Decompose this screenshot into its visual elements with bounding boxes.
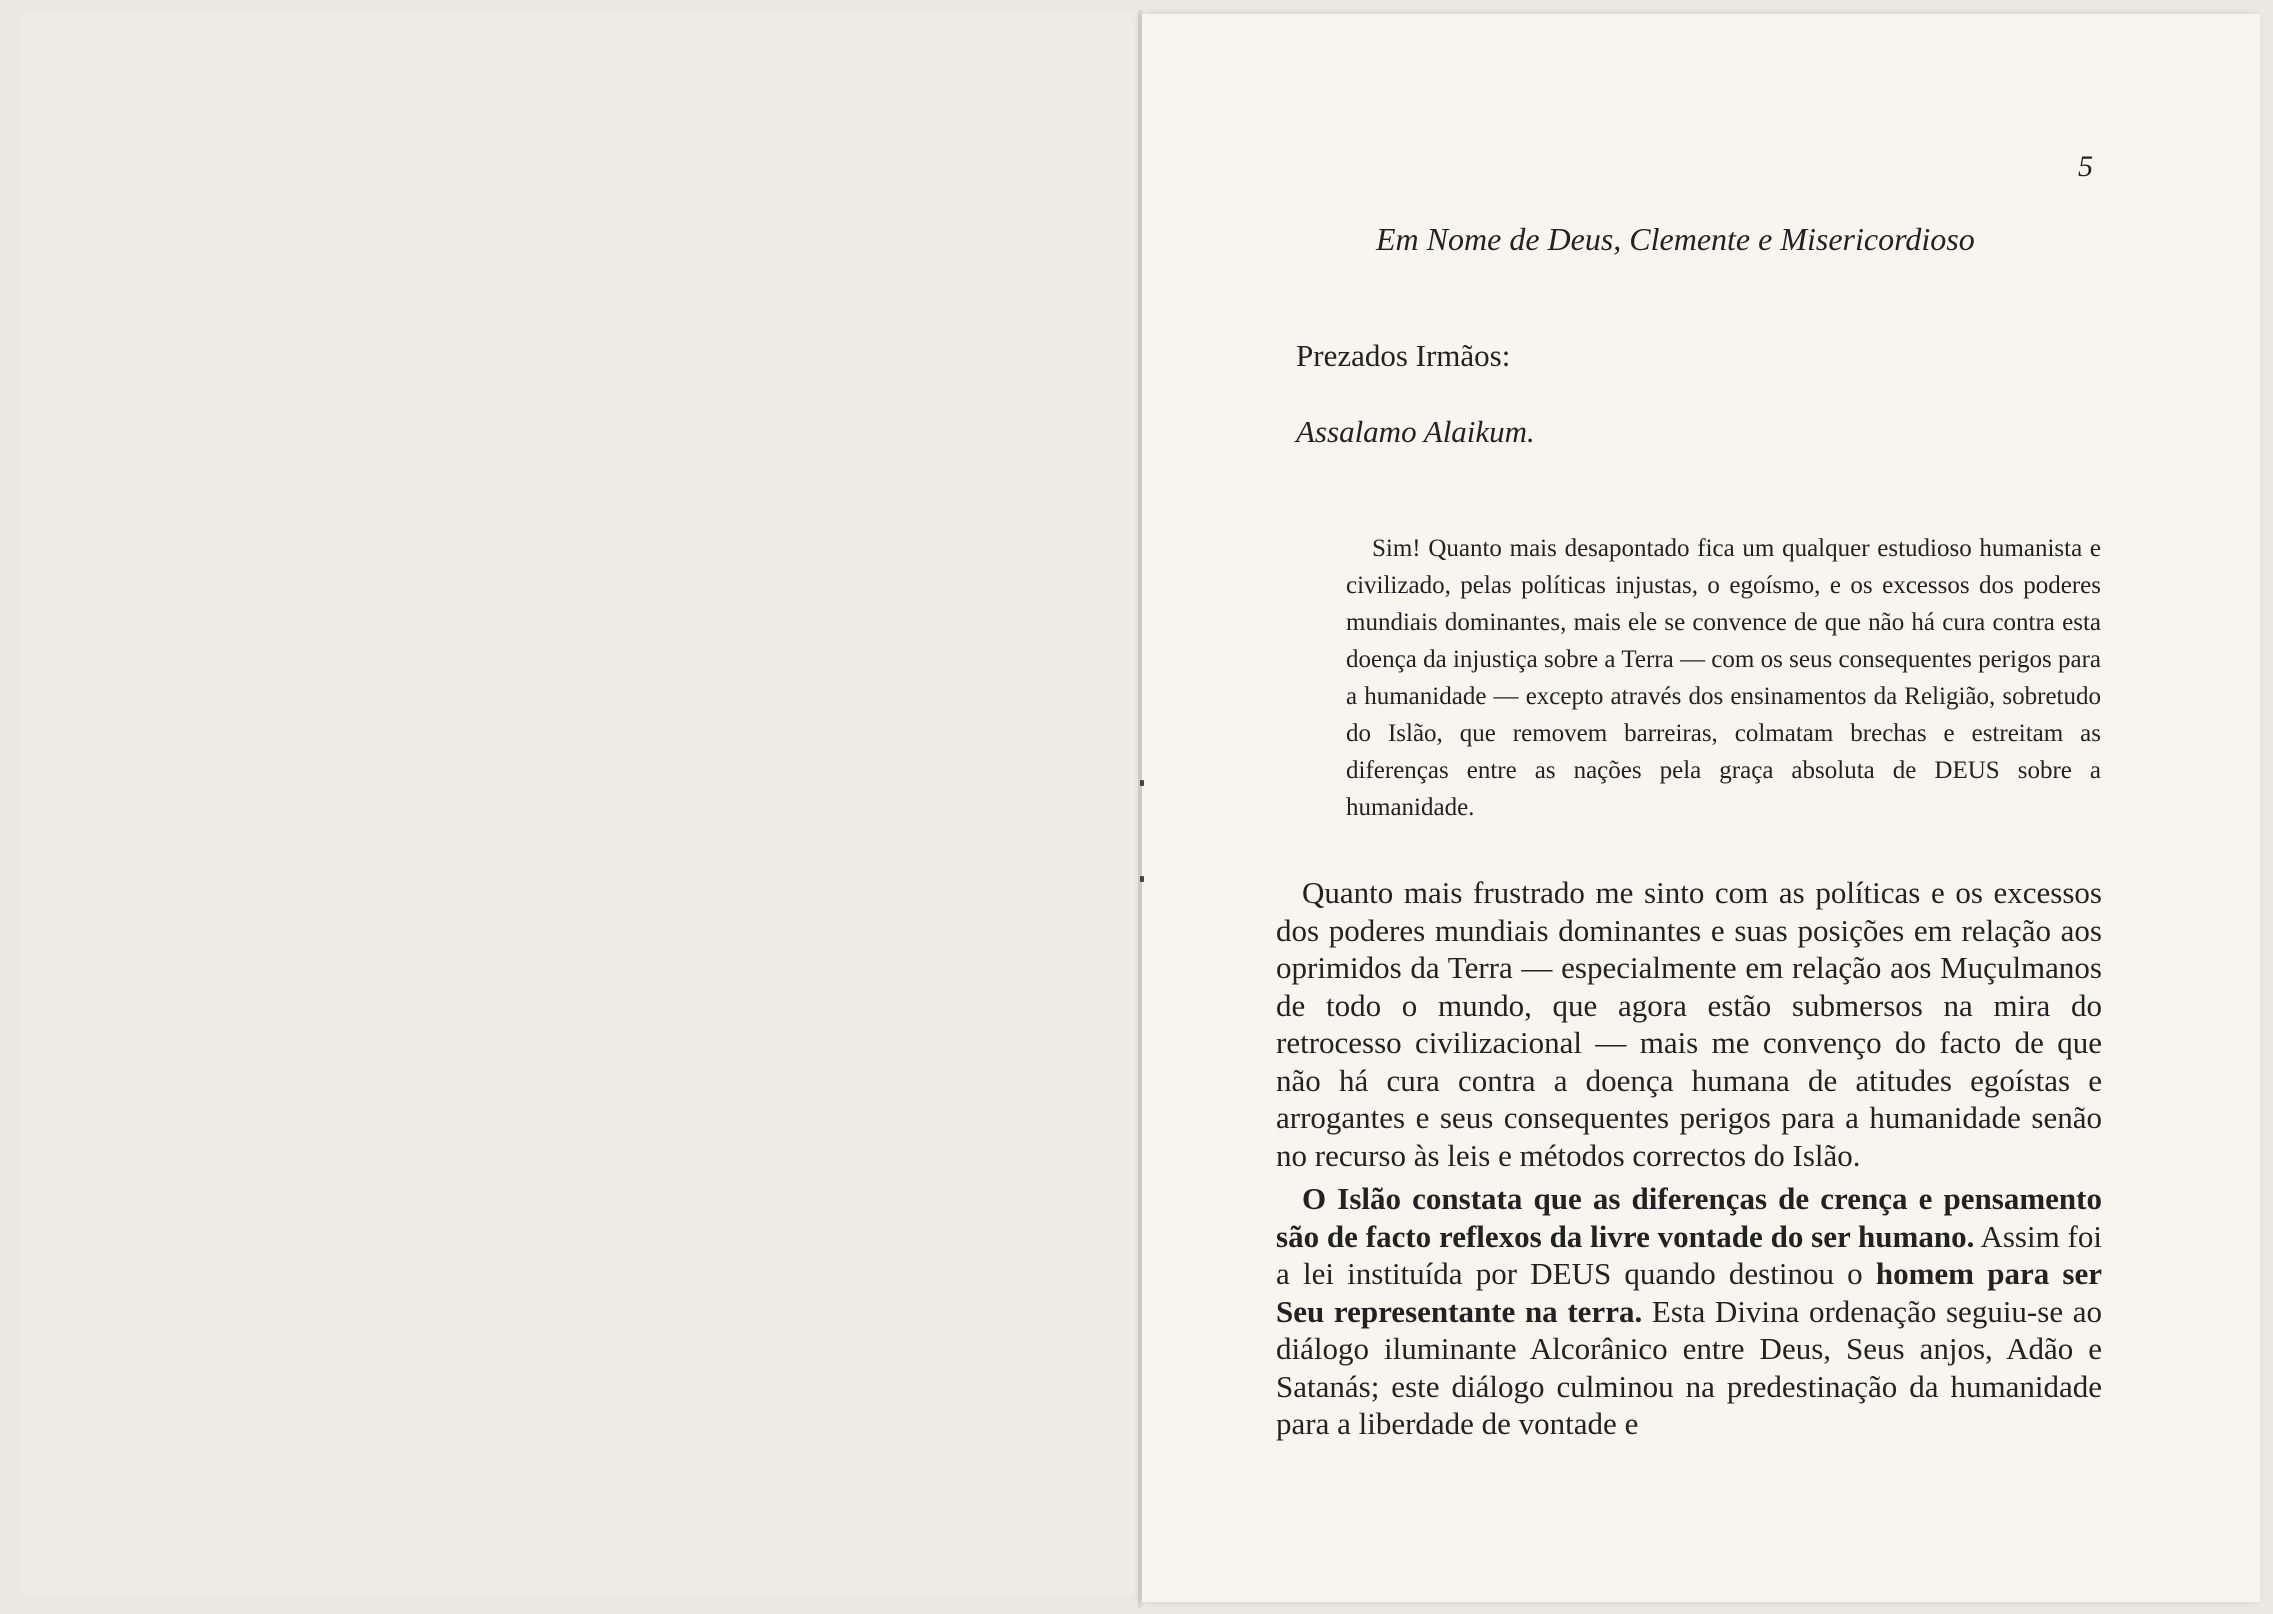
intro-paragraph: Sim! Quanto mais desapontado fica um qualquer estudioso humanista e civilizado, pelas políticas injustas, o egoísmo, e os excessos dos poderes mundiais dominantes, mais ele se convence de que não há cura contra esta doença da injustiça sobre a Terra — com os seus consequentes perigos para a humanidade — excepto através dos ensinamentos da Religião, sobretudo do Islão, que removem barreiras, colmatam brechas e estreitam as diferenças entre as nações pela graça absoluta de DEUS sobre a humanidade. [1346,535,2101,821]
body-paragraph-2 [1276,1180,2102,1443]
emphasis-text: O Islão constata que as diferenças de crença e pensamento são de facto reflexos da livre vontade do ser humano. [1276,1181,2102,1254]
page-heading: Em Nome de Deus, Clemente e Misericordioso [1376,221,1975,257]
page-number: 5 [2078,150,2093,183]
body-paragraph-1: Quanto mais frustrado me sinto com as políticas e os excessos dos poderes mundiais dominantes e suas posições em relação aos oprimidos da Terra — especialmente em relação aos Muçulmanos de todo o mundo, que agora estão submersos na mira do retrocesso civilizacional — mais me convenço do facto de que não há cura contra a doença humana de atitudes egoístas e arrogantes e seus consequentes perigos para a humanidade senão no recurso às leis e métodos correctos do Islão. [1276,875,2102,1173]
emphasis-text: homem para ser Seu representante na terra. [1276,1256,2102,1329]
binding-mark [1140,876,1144,882]
left-page [20,14,1140,1594]
greeting: Assalamo Alaikum. [1296,414,1535,449]
salutation: Prezados Irmãos: [1296,338,1511,373]
paragraph-text: Assim foi a lei instituída por DEUS quando destinou o [1276,1218,2102,1291]
paragraph-text: Esta Divina ordenação seguiu-se ao diálogo iluminante Alcorânico entre Deus, Seus anjos, Adão e Satanás; este diálogo culminou na predestinação da humanidade para a liberdade de vontade e [1276,1293,2103,1441]
body-text [1276,874,2102,1449]
bleed-through-text [150,264,1010,416]
binding-mark [1140,780,1144,786]
